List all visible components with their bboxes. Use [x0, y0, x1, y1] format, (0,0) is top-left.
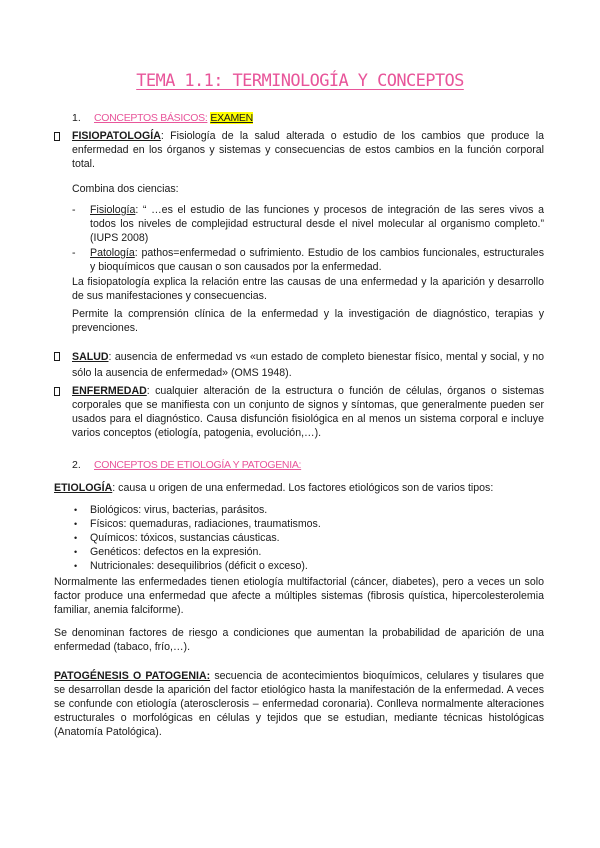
ciencias-list	[72, 203, 544, 274]
combina-text: Combina dos ciencias:	[72, 183, 179, 195]
round-bullet-icon: •	[74, 533, 78, 543]
round-bullet-icon: •	[74, 547, 78, 557]
list-item-text: Químicos: tóxicos, sustancias cáusticas.	[90, 532, 280, 544]
section-heading-1	[72, 111, 253, 125]
def-fisiologia: : “ …es el estudio de las funciones y procesos de integración de las seres vivos a todos los niveles de complejidad estructural desde el nivel molecular al organismo completo.” (IUPS 2008)	[90, 204, 544, 244]
section-number: 1.	[72, 112, 81, 124]
term-enfermedad: ENFERMEDAD	[72, 385, 147, 397]
def-fisiopatologia: : Fisiología de la salud alterada o estudio de los cambios que produce la enfermedad en los órganos y sistemas y consecuencias de estos cambios en la función corporal total.	[72, 130, 544, 170]
square-bullet-icon	[54, 132, 60, 141]
list-item	[72, 517, 532, 531]
section-heading-2	[72, 458, 301, 472]
list-item	[72, 545, 532, 559]
salud-block	[72, 349, 544, 381]
list-item	[72, 559, 532, 573]
list-item	[72, 203, 544, 245]
list-item-text: Nutricionales: desequilibrios (déficit o exceso).	[90, 560, 308, 572]
section-label: CONCEPTOS BÁSICOS:	[94, 112, 208, 124]
section-number: 2.	[72, 459, 81, 471]
etiologia-block	[54, 481, 544, 495]
term-fisiologia: Fisiología	[90, 204, 136, 216]
round-bullet-icon: •	[74, 561, 78, 571]
patogenesis-block	[54, 669, 544, 739]
factores-list	[72, 503, 532, 573]
list-item-text: Genéticos: defectos en la expresión.	[90, 546, 262, 558]
def-etiologia: : causa u origen de una enfermedad. Los factores etiológicos son de varios tipos:	[112, 482, 494, 494]
paragraph-text: La fisiopatología explica la relación entre las causas de una enfermedad y la aparición y desarrollo de sus manifestaciones y consecuencias.	[72, 276, 544, 302]
term-patogenesis: PATOGÉNESIS O PATOGENIA:	[54, 670, 211, 682]
square-bullet-icon	[54, 352, 60, 361]
etiologia-paragraph-2	[54, 626, 544, 654]
list-item-text: Físicos: quemaduras, radiaciones, traumatismos.	[90, 518, 321, 530]
def-salud: : ausencia de enfermedad vs «un estado de completo bienestar físico, mental y social, y no sólo la ausencia de enfermedad» (OMS 1948).	[72, 351, 544, 379]
list-item	[72, 503, 532, 517]
list-item	[72, 246, 544, 274]
round-bullet-icon: •	[74, 519, 78, 529]
page-title: TEMA 1.1: TERMINOLOGÍA Y CONCEPTOS	[136, 71, 464, 91]
square-bullet-icon	[54, 387, 60, 396]
paragraph-text: Permite la comprensión clínica de la enfermedad y la investigación de diagnóstico, terapias y prevenciones.	[72, 308, 544, 334]
fisiopatologia-paragraph-2	[72, 307, 544, 335]
combina-paragraph	[72, 182, 544, 196]
dash-bullet-icon: -	[72, 204, 76, 216]
fisiopatologia-block	[72, 129, 544, 171]
term-salud: SALUD	[72, 351, 109, 363]
enfermedad-block	[72, 384, 544, 440]
term-etiologia: ETIOLOGÍA	[54, 482, 113, 494]
term-patologia: Patología	[90, 247, 135, 259]
def-patogenesis: secuencia de acontecimientos bioquímicos, celulares y tisulares que se desarrollan desde la aparición del factor etiológico hasta la manifestación de la enfermedad. A veces se confunde con etiología (aterosclerosis – enfermedad coronaria). Conlleva normalmente alteraciones estructurales o morfológicas en células y tejidos que se estudian, mediante técnicas histológicas (Anatomía Patológica).	[54, 670, 544, 738]
list-item-text: Biológicos: virus, bacterias, parásitos.	[90, 504, 268, 516]
def-patologia: : pathos=enfermedad o sufrimiento. Estudio de los cambios funcionales, estructurales y bioquímicos que causan o son causados por la enfermedad.	[90, 247, 544, 273]
fisiopatologia-paragraph-1	[72, 275, 544, 303]
round-bullet-icon: •	[74, 505, 78, 515]
etiologia-paragraph-1	[54, 575, 544, 617]
list-item	[72, 531, 532, 545]
dash-bullet-icon: -	[72, 247, 76, 259]
paragraph-text: Se denominan factores de riesgo a condiciones que aumentan la probabilidad de aparición de una enfermedad (tabaco, frío,…).	[54, 627, 544, 653]
term-fisiopatologia: FISIOPATOLOGÍA	[72, 130, 161, 142]
def-enfermedad: : cualquier alteración de la estructura o función de células, órganos o sistemas corporales que se manifiesta con un conjunto de signos y síntomas, que generalmente pueden ser usados para el diagnóstico. Causa disfunción fisiológica en al menos un sistema corporal e incluye varios conceptos (etiología, patogenia, evolución,…).	[72, 385, 544, 439]
exam-highlight: EXAMEN	[210, 112, 253, 124]
paragraph-text: Normalmente las enfermedades tienen etiología multifactorial (cáncer, diabetes), pero a veces un solo factor produce una enfermedad que afecte a múltiples sistemas (fibrosis quística, hipercolesterolemia familiar, anemia falciforme).	[54, 576, 544, 616]
section-label: CONCEPTOS DE ETIOLOGÍA Y PATOGENIA:	[94, 459, 302, 471]
